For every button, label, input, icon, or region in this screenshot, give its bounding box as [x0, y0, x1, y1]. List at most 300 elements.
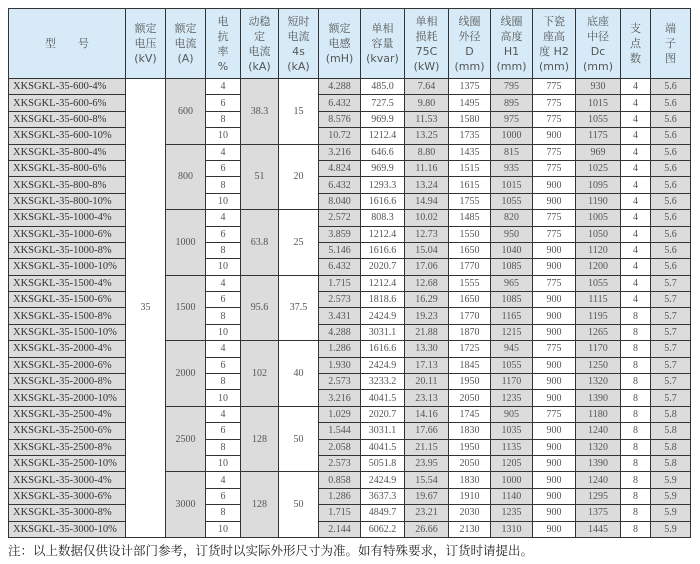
header-line: 高度: [500, 29, 523, 43]
cell-insulator-height: 900: [533, 357, 576, 373]
cell-support-points: 8: [621, 357, 651, 373]
cell-capacity: 6062.2: [361, 521, 405, 537]
table-row: [9, 439, 691, 455]
cell-coil-height: 1215: [491, 324, 533, 340]
cell-insulator-height: 775: [533, 95, 576, 111]
cell-reactance-pct: 6: [206, 226, 241, 242]
cell-model: XKSGKL-35-2000-6%: [9, 357, 126, 373]
header-line: 单相: [371, 22, 394, 35]
cell-coil-outer-diameter: 1485: [449, 210, 491, 226]
header-line: (kA): [248, 59, 271, 73]
cell-base-diameter: 1050: [576, 226, 621, 242]
cell-reactance-pct: 6: [206, 95, 241, 111]
cell-base-diameter: 1115: [576, 292, 621, 308]
header-line: Dc: [590, 44, 606, 58]
cell-support-points: 4: [621, 226, 651, 242]
cell-coil-outer-diameter: 1870: [449, 324, 491, 340]
cell-base-diameter: 1320: [576, 439, 621, 455]
cell-insulator-height: 900: [533, 292, 576, 308]
cell-terminal-figure: 5.6: [651, 177, 691, 193]
cell-base-diameter: 1190: [576, 193, 621, 209]
cell-loss: 15.04: [405, 242, 449, 258]
cell-rated-current: 2500: [166, 406, 206, 472]
table-row: [9, 275, 691, 291]
cell-inductance: 4.288: [319, 79, 361, 95]
header-line: 抗: [217, 29, 229, 43]
cell-short-time-current: 50: [279, 406, 319, 472]
cell-inductance: 1.286: [319, 488, 361, 504]
cell-insulator-height: 900: [533, 472, 576, 488]
cell-capacity: 1616.6: [361, 242, 405, 258]
cell-short-time-current: 37.5: [279, 275, 319, 341]
cell-short-time-current: 25: [279, 210, 319, 276]
cell-inductance: 1.715: [319, 505, 361, 521]
cell-model: XKSGKL-35-2500-8%: [9, 439, 126, 455]
cell-coil-height: 1015: [491, 177, 533, 193]
cell-model: XKSGKL-35-1000-10%: [9, 259, 126, 275]
cell-insulator-height: 775: [533, 341, 576, 357]
cell-model: XKSGKL-35-800-4%: [9, 144, 126, 160]
cell-coil-height: 1170: [491, 374, 533, 390]
cell-base-diameter: 1250: [576, 357, 621, 373]
cell-insulator-height: 900: [533, 521, 576, 537]
table-row: [9, 292, 691, 308]
cell-terminal-figure: 5.9: [651, 505, 691, 521]
cell-coil-outer-diameter: 1845: [449, 357, 491, 373]
cell-support-points: 8: [621, 472, 651, 488]
cell-terminal-figure: 5.7: [651, 292, 691, 308]
table-header: [9, 9, 691, 79]
cell-inductance: 2.573: [319, 292, 361, 308]
cell-dynamic-current: 51: [241, 144, 279, 210]
cell-inductance: 6.432: [319, 177, 361, 193]
cell-base-diameter: 1055: [576, 111, 621, 127]
cell-base-diameter: 1445: [576, 521, 621, 537]
table-row: [9, 406, 691, 422]
cell-support-points: 8: [621, 505, 651, 521]
table-row: [9, 177, 691, 193]
cell-inductance: 2.573: [319, 374, 361, 390]
column-header-insulator_h: [533, 9, 576, 79]
header-line: 型 号: [45, 37, 89, 50]
cell-loss: 13.25: [405, 128, 449, 144]
cell-insulator-height: 775: [533, 210, 576, 226]
cell-reactance-pct: 10: [206, 390, 241, 406]
table-row: [9, 160, 691, 176]
column-header-dyn_current: [241, 9, 279, 79]
cell-model: XKSGKL-35-2000-10%: [9, 390, 126, 406]
cell-coil-height: 1140: [491, 488, 533, 504]
cell-support-points: 4: [621, 79, 651, 95]
cell-capacity: 969.9: [361, 160, 405, 176]
column-header-capacity: [361, 9, 405, 79]
header-line: 支: [630, 22, 641, 35]
column-header-reactance: [206, 9, 241, 79]
cell-reactance-pct: 10: [206, 455, 241, 471]
cell-base-diameter: 1295: [576, 488, 621, 504]
cell-coil-height: 1085: [491, 292, 533, 308]
cell-support-points: 8: [621, 423, 651, 439]
cell-coil-height: 950: [491, 226, 533, 242]
cell-rated-voltage: 35: [126, 79, 166, 538]
header-line: 单相: [415, 14, 438, 28]
column-header-terminal: [651, 9, 691, 79]
cell-base-diameter: 1375: [576, 505, 621, 521]
footnote: 注：以上数据仅供设计部门参考，订货时以实际外形尺寸为准。如有特殊要求，订货时请提出。: [8, 543, 534, 558]
cell-model: XKSGKL-35-2000-4%: [9, 341, 126, 357]
cell-support-points: 4: [621, 292, 651, 308]
cell-coil-outer-diameter: 2130: [449, 521, 491, 537]
cell-coil-height: 1135: [491, 439, 533, 455]
cell-coil-outer-diameter: 1580: [449, 111, 491, 127]
cell-model: XKSGKL-35-2000-8%: [9, 374, 126, 390]
cell-model: XKSGKL-35-1500-6%: [9, 292, 126, 308]
cell-coil-outer-diameter: 2050: [449, 455, 491, 471]
cell-coil-height: 1035: [491, 423, 533, 439]
cell-inductance: 3.431: [319, 308, 361, 324]
cell-reactance-pct: 10: [206, 193, 241, 209]
cell-loss: 12.68: [405, 275, 449, 291]
cell-capacity: 5051.8: [361, 455, 405, 471]
cell-reactance-pct: 6: [206, 292, 241, 308]
cell-reactance-pct: 8: [206, 111, 241, 127]
table-row: [9, 95, 691, 111]
table-row: [9, 193, 691, 209]
cell-capacity: 485.0: [361, 79, 405, 95]
cell-support-points: 4: [621, 144, 651, 160]
cell-terminal-figure: 5.6: [651, 259, 691, 275]
cell-terminal-figure: 5.6: [651, 242, 691, 258]
cell-terminal-figure: 5.7: [651, 390, 691, 406]
header-line: 底座: [587, 14, 609, 28]
cell-base-diameter: 969: [576, 144, 621, 160]
cell-loss: 8.80: [405, 144, 449, 160]
cell-model: XKSGKL-35-1500-8%: [9, 308, 126, 324]
cell-rated-current: 600: [166, 79, 206, 145]
cell-capacity: 808.3: [361, 210, 405, 226]
header-line: 动稳: [248, 14, 271, 28]
cell-rated-current: 3000: [166, 472, 206, 538]
header-line: 4s: [292, 44, 305, 58]
cell-model: XKSGKL-35-1500-4%: [9, 275, 126, 291]
header-line: 电: [217, 14, 229, 28]
cell-support-points: 8: [621, 374, 651, 390]
cell-reactance-pct: 10: [206, 259, 241, 275]
cell-coil-height: 1205: [491, 455, 533, 471]
table-row: [9, 324, 691, 340]
cell-terminal-figure: 5.7: [651, 275, 691, 291]
cell-inductance: 1.930: [319, 357, 361, 373]
cell-reactance-pct: 4: [206, 275, 241, 291]
cell-insulator-height: 900: [533, 308, 576, 324]
cell-insulator-height: 775: [533, 111, 576, 127]
cell-model: XKSGKL-35-600-8%: [9, 111, 126, 127]
cell-support-points: 8: [621, 390, 651, 406]
cell-loss: 13.30: [405, 341, 449, 357]
cell-coil-height: 1165: [491, 308, 533, 324]
cell-support-points: 8: [621, 455, 651, 471]
table-row: [9, 308, 691, 324]
cell-support-points: 4: [621, 111, 651, 127]
cell-terminal-figure: 5.7: [651, 341, 691, 357]
cell-reactance-pct: 8: [206, 242, 241, 258]
cell-rated-current: 2000: [166, 341, 206, 407]
cell-capacity: 2424.9: [361, 308, 405, 324]
column-header-model: [9, 9, 126, 79]
header-line: 外径: [458, 29, 481, 43]
cell-capacity: 3637.3: [361, 488, 405, 504]
cell-support-points: 8: [621, 341, 651, 357]
cell-loss: 21.15: [405, 439, 449, 455]
cell-loss: 14.94: [405, 193, 449, 209]
cell-insulator-height: 900: [533, 488, 576, 504]
header-line: (A): [177, 52, 194, 65]
cell-coil-outer-diameter: 1745: [449, 406, 491, 422]
cell-reactance-pct: 6: [206, 160, 241, 176]
cell-insulator-height: 900: [533, 505, 576, 521]
header-line: (kW): [413, 59, 440, 73]
header-line: (mm): [582, 59, 613, 73]
cell-capacity: 727.5: [361, 95, 405, 111]
cell-loss: 11.16: [405, 160, 449, 176]
column-header-short_current: [279, 9, 319, 79]
cell-base-diameter: 1170: [576, 341, 621, 357]
cell-terminal-figure: 5.8: [651, 455, 691, 471]
cell-inductance: 3.216: [319, 144, 361, 160]
cell-coil-height: 895: [491, 95, 533, 111]
table-row: [9, 111, 691, 127]
cell-coil-outer-diameter: 1515: [449, 160, 491, 176]
cell-base-diameter: 1180: [576, 406, 621, 422]
column-header-supports: [621, 9, 651, 79]
cell-support-points: 4: [621, 177, 651, 193]
column-header-base_dia: [576, 9, 621, 79]
cell-insulator-height: 900: [533, 390, 576, 406]
cell-capacity: 3031.1: [361, 423, 405, 439]
cell-loss: 26.66: [405, 521, 449, 537]
cell-coil-outer-diameter: 1495: [449, 95, 491, 111]
cell-reactance-pct: 6: [206, 488, 241, 504]
cell-coil-height: 945: [491, 341, 533, 357]
cell-loss: 17.66: [405, 423, 449, 439]
cell-base-diameter: 1175: [576, 128, 621, 144]
cell-coil-outer-diameter: 1950: [449, 374, 491, 390]
header-line: 下瓷: [543, 14, 565, 28]
cell-model: XKSGKL-35-600-4%: [9, 79, 126, 95]
cell-base-diameter: 1025: [576, 160, 621, 176]
header-line: 数: [630, 52, 641, 65]
cell-terminal-figure: 5.6: [651, 210, 691, 226]
table-row: [9, 374, 691, 390]
header-line: D: [465, 44, 474, 58]
header-line: 座高: [543, 29, 565, 43]
cell-terminal-figure: 5.6: [651, 95, 691, 111]
table-row: [9, 128, 691, 144]
cell-terminal-figure: 5.6: [651, 79, 691, 95]
table-row: [9, 521, 691, 537]
cell-reactance-pct: 8: [206, 374, 241, 390]
cell-model: XKSGKL-35-3000-8%: [9, 505, 126, 521]
cell-capacity: 2020.7: [361, 259, 405, 275]
column-header-coil_h: [491, 9, 533, 79]
cell-coil-outer-diameter: 1770: [449, 308, 491, 324]
cell-coil-outer-diameter: 1650: [449, 242, 491, 258]
cell-insulator-height: 900: [533, 193, 576, 209]
header-line: 中径: [587, 29, 609, 43]
cell-coil-outer-diameter: 2030: [449, 505, 491, 521]
header-line: 度 H2: [539, 44, 569, 58]
cell-coil-height: 1055: [491, 193, 533, 209]
cell-support-points: 4: [621, 193, 651, 209]
cell-reactance-pct: 4: [206, 472, 241, 488]
cell-coil-outer-diameter: 1910: [449, 488, 491, 504]
reactor-spec-table: [8, 8, 691, 538]
cell-base-diameter: 1055: [576, 275, 621, 291]
cell-terminal-figure: 5.7: [651, 324, 691, 340]
cell-model: XKSGKL-35-1000-4%: [9, 210, 126, 226]
cell-coil-outer-diameter: 1550: [449, 226, 491, 242]
cell-capacity: 1212.4: [361, 226, 405, 242]
spec-table-container: [8, 8, 691, 538]
header-line: 电感: [328, 37, 351, 50]
cell-terminal-figure: 5.9: [651, 521, 691, 537]
cell-base-diameter: 1240: [576, 472, 621, 488]
cell-capacity: 1616.6: [361, 341, 405, 357]
header-line: 点: [630, 37, 641, 50]
cell-inductance: 3.859: [319, 226, 361, 242]
cell-loss: 10.02: [405, 210, 449, 226]
cell-reactance-pct: 10: [206, 128, 241, 144]
table-row: [9, 390, 691, 406]
cell-base-diameter: 1120: [576, 242, 621, 258]
cell-loss: 20.11: [405, 374, 449, 390]
cell-insulator-height: 775: [533, 160, 576, 176]
cell-support-points: 8: [621, 439, 651, 455]
table-row: [9, 455, 691, 471]
cell-insulator-height: 775: [533, 144, 576, 160]
column-header-current: [166, 9, 206, 79]
cell-inductance: 2.144: [319, 521, 361, 537]
cell-inductance: 2.058: [319, 439, 361, 455]
cell-reactance-pct: 6: [206, 423, 241, 439]
cell-dynamic-current: 63.8: [241, 210, 279, 276]
cell-insulator-height: 900: [533, 423, 576, 439]
cell-support-points: 4: [621, 95, 651, 111]
cell-model: XKSGKL-35-3000-10%: [9, 521, 126, 537]
cell-support-points: 4: [621, 160, 651, 176]
cell-terminal-figure: 5.8: [651, 439, 691, 455]
cell-reactance-pct: 10: [206, 521, 241, 537]
cell-base-diameter: 1200: [576, 259, 621, 275]
cell-coil-outer-diameter: 1770: [449, 259, 491, 275]
cell-inductance: 8.040: [319, 193, 361, 209]
cell-support-points: 4: [621, 128, 651, 144]
cell-inductance: 1.029: [319, 406, 361, 422]
cell-terminal-figure: 5.6: [651, 193, 691, 209]
cell-reactance-pct: 10: [206, 324, 241, 340]
header-line: (mH): [325, 52, 354, 65]
cell-inductance: 1.544: [319, 423, 361, 439]
cell-loss: 17.13: [405, 357, 449, 373]
cell-coil-height: 1235: [491, 505, 533, 521]
cell-terminal-figure: 5.9: [651, 472, 691, 488]
cell-loss: 16.29: [405, 292, 449, 308]
header-line: 损耗: [415, 29, 438, 43]
column-header-loss: [405, 9, 449, 79]
table-row: [9, 488, 691, 504]
cell-terminal-figure: 5.8: [651, 423, 691, 439]
cell-loss: 15.54: [405, 472, 449, 488]
cell-reactance-pct: 4: [206, 79, 241, 95]
cell-capacity: 1212.4: [361, 128, 405, 144]
cell-insulator-height: 900: [533, 439, 576, 455]
cell-coil-outer-diameter: 1755: [449, 193, 491, 209]
cell-model: XKSGKL-35-2500-10%: [9, 455, 126, 471]
cell-model: XKSGKL-35-800-6%: [9, 160, 126, 176]
cell-rated-current: 1000: [166, 210, 206, 276]
header-line: 额定: [134, 22, 157, 35]
header-line: H1: [503, 44, 520, 58]
cell-model: XKSGKL-35-600-6%: [9, 95, 126, 111]
cell-model: XKSGKL-35-3000-4%: [9, 472, 126, 488]
cell-rated-current: 800: [166, 144, 206, 210]
cell-model: XKSGKL-35-600-10%: [9, 128, 126, 144]
table-row: [9, 423, 691, 439]
header-line: 电流: [287, 29, 310, 43]
cell-insulator-height: 900: [533, 177, 576, 193]
cell-support-points: 4: [621, 259, 651, 275]
cell-terminal-figure: 5.6: [651, 128, 691, 144]
header-line: 容量: [371, 37, 394, 50]
cell-loss: 12.73: [405, 226, 449, 242]
table-body: [9, 79, 691, 538]
header-line: (mm): [496, 59, 527, 73]
cell-capacity: 4041.5: [361, 390, 405, 406]
cell-inductance: 1.286: [319, 341, 361, 357]
cell-reactance-pct: 8: [206, 177, 241, 193]
cell-inductance: 6.432: [319, 259, 361, 275]
header-line: 定: [254, 29, 265, 43]
header-line: (mm): [538, 59, 569, 73]
cell-support-points: 8: [621, 521, 651, 537]
header-line: 子: [665, 37, 676, 50]
cell-loss: 19.23: [405, 308, 449, 324]
column-header-coil_od: [449, 9, 491, 79]
cell-loss: 19.67: [405, 488, 449, 504]
cell-inductance: 6.432: [319, 95, 361, 111]
cell-base-diameter: 1195: [576, 308, 621, 324]
cell-reactance-pct: 4: [206, 341, 241, 357]
cell-support-points: 8: [621, 406, 651, 422]
cell-coil-height: 1000: [491, 472, 533, 488]
cell-insulator-height: 775: [533, 406, 576, 422]
header-line: 图: [665, 52, 676, 65]
cell-inductance: 1.715: [319, 275, 361, 291]
cell-short-time-current: 20: [279, 144, 319, 210]
cell-reactance-pct: 8: [206, 439, 241, 455]
header-line: 电压: [134, 37, 157, 50]
cell-loss: 23.13: [405, 390, 449, 406]
cell-terminal-figure: 5.7: [651, 308, 691, 324]
cell-coil-height: 975: [491, 111, 533, 127]
cell-loss: 11.53: [405, 111, 449, 127]
cell-support-points: 4: [621, 242, 651, 258]
header-line: 线圈: [500, 14, 523, 28]
cell-coil-outer-diameter: 2050: [449, 390, 491, 406]
cell-short-time-current: 15: [279, 79, 319, 145]
cell-coil-outer-diameter: 1435: [449, 144, 491, 160]
cell-loss: 21.88: [405, 324, 449, 340]
